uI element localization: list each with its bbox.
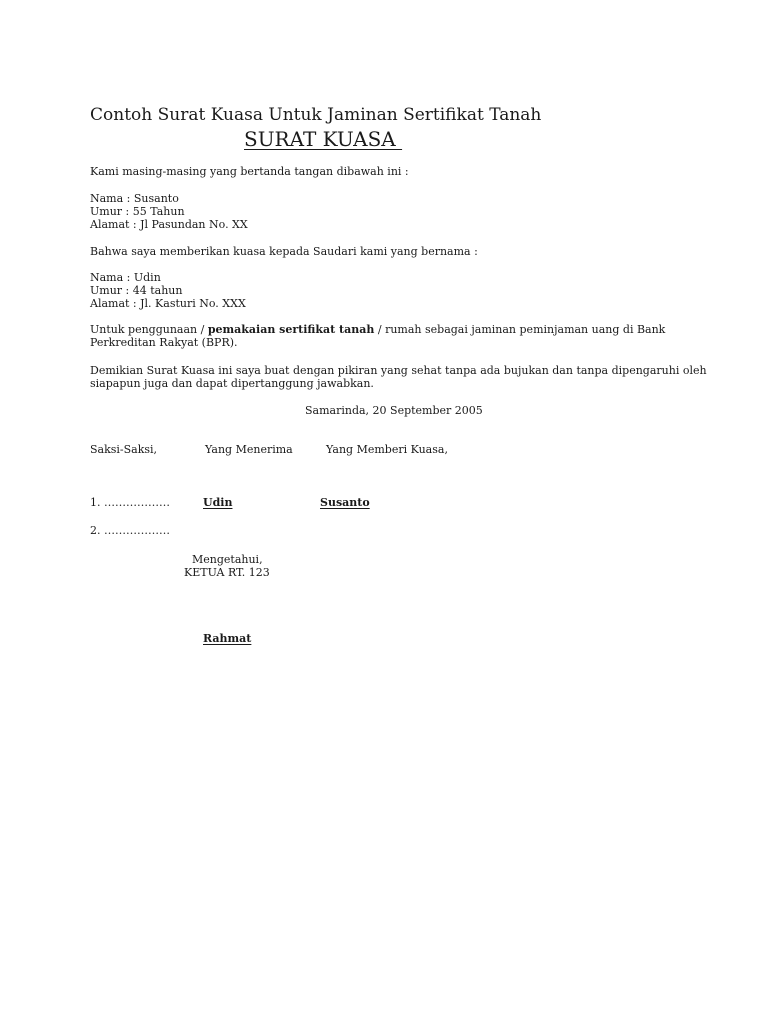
grantor-name: Nama : Susanto bbox=[90, 192, 179, 205]
grantee-age: Umur : 44 tahun bbox=[90, 284, 183, 297]
closing-line-2: siapapun juga dan dapat dipertanggung jawabkan. bbox=[90, 377, 374, 390]
acknowledgement-role: KETUA RT. 123 bbox=[184, 566, 270, 579]
grantor-age: Umur : 55 Tahun bbox=[90, 205, 185, 218]
place-date: Samarinda, 20 September 2005 bbox=[305, 404, 483, 417]
purpose-line-2: Perkreditan Rakyat (BPR). bbox=[90, 336, 238, 349]
statement-text: Bahwa saya memberikan kuasa kepada Saudari kami yang bernama : bbox=[90, 245, 478, 258]
acknowledgement-label: Mengetahui, bbox=[192, 553, 263, 566]
purpose-prefix: Untuk penggunaan / bbox=[90, 323, 208, 336]
intro-text: Kami masing-masing yang bertanda tangan dibawah ini : bbox=[90, 165, 409, 178]
giver-name: Susanto bbox=[320, 496, 370, 509]
witnesses-label: Saksi-Saksi, bbox=[90, 443, 158, 456]
giver-label: Yang Memberi Kuasa, bbox=[326, 443, 448, 456]
acknowledgement-name: Rahmat bbox=[203, 632, 252, 645]
grantee-address: Alamat : Jl. Kasturi No. XXX bbox=[90, 297, 246, 310]
grantor-address: Alamat : Jl Pasundan No. XX bbox=[90, 218, 248, 231]
witness-2: 2. ……………… bbox=[90, 524, 170, 537]
witness-1: 1. ……………… bbox=[90, 496, 170, 509]
document-title: Contoh Surat Kuasa Untuk Jaminan Sertifikat Tanah bbox=[90, 105, 542, 125]
purpose-line-1 bbox=[90, 323, 665, 336]
receiver-label: Yang Menerima bbox=[205, 443, 293, 456]
purpose-bold: pemakaian sertifikat tanah bbox=[207, 323, 375, 336]
receiver-name: Udin bbox=[203, 496, 233, 509]
letter-heading: SURAT KUASA bbox=[244, 127, 403, 151]
purpose-suffix: / rumah sebagai jaminan peminjaman uang di Bank bbox=[374, 323, 666, 336]
closing-line-1: Demikian Surat Kuasa ini saya buat dengan pikiran yang sehat tanpa ada bujukan dan tanpa dipengaruhi oleh bbox=[90, 364, 707, 377]
grantee-name: Nama : Udin bbox=[90, 271, 161, 284]
